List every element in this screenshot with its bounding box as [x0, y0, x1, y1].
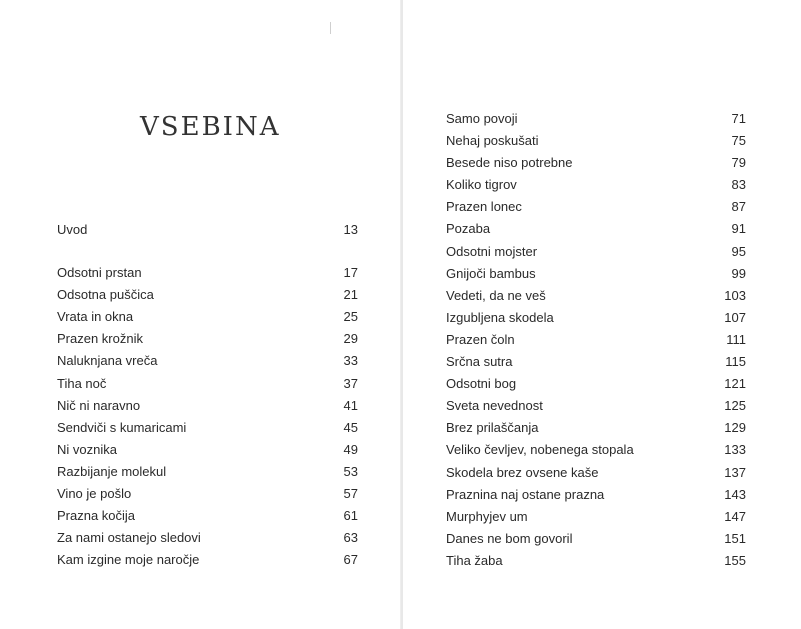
toc-entry [446, 528, 746, 550]
toc-entry-page: 17 [343, 265, 358, 281]
toc-entry [57, 306, 358, 328]
page-title: VSEBINA [140, 112, 281, 142]
toc-entry-page: 29 [343, 331, 358, 347]
toc-entry [446, 395, 746, 417]
toc-entry [446, 351, 746, 373]
toc-entry [57, 505, 358, 527]
toc-entry-page: 63 [343, 530, 358, 546]
toc-entry [446, 462, 746, 484]
toc-entry-title: Odsotni bog [446, 376, 517, 392]
toc-entry-page: 13 [343, 222, 358, 237]
toc-entry [446, 484, 746, 506]
toc-entry-page: 37 [343, 375, 358, 391]
toc-entry [57, 262, 358, 284]
toc-entry-page: 41 [343, 397, 358, 413]
toc-entry-title: Prazen čoln [446, 331, 515, 347]
toc-entry-page: 71 [731, 111, 746, 126]
toc-entry-title: Vedeti, da ne veš [446, 287, 546, 303]
toc-entry [446, 218, 746, 240]
toc-entry-page: 133 [724, 442, 746, 458]
toc-entry-page: 107 [724, 309, 746, 325]
toc-entry [446, 130, 746, 152]
toc-entry-title: Sveta nevednost [446, 398, 543, 414]
toc-entry [446, 285, 746, 307]
page-mark [330, 22, 331, 34]
toc-entry [57, 328, 358, 350]
toc-entry-title: Prazen lonec [446, 199, 522, 215]
toc-entry [57, 549, 358, 571]
toc-entry-title: Uvod [57, 222, 88, 237]
toc-entry [57, 373, 358, 395]
toc-entry-title: Odsotni mojster [446, 243, 538, 259]
toc-entry-title: Koliko tigrov [446, 177, 517, 193]
toc-entry-title: Ni voznika [57, 441, 117, 457]
toc-entry-page: 147 [724, 508, 746, 524]
toc-entry-page: 33 [343, 353, 358, 369]
toc-entry-title: Prazen krožnik [57, 331, 143, 347]
toc-entry-page: 57 [343, 486, 358, 502]
toc-entry-page: 83 [731, 177, 746, 193]
toc-entry-title: Za nami ostanejo sledovi [57, 530, 201, 546]
toc-entry [57, 284, 358, 306]
toc-entry-page: 75 [731, 133, 746, 149]
toc-entry [446, 550, 746, 572]
toc-entry [446, 417, 746, 439]
toc-entry-page: 25 [343, 309, 358, 325]
toc-entry-title: Gnijoči bambus [446, 265, 536, 281]
toc-entry-page: 125 [724, 398, 746, 414]
toc-list-left [57, 219, 358, 571]
toc-entry-title: Nič ni naravno [57, 397, 141, 413]
toc-entry [57, 350, 358, 372]
toc-entry-title: Pozaba [446, 221, 491, 237]
toc-entry-page: 53 [343, 463, 358, 479]
toc-entry [446, 174, 746, 196]
toc-entry-title: Skodela brez ovsene kaše [446, 464, 599, 480]
toc-entry-title: Besede niso potrebne [446, 155, 573, 171]
toc-entry-title: Odsotni prstan [57, 265, 142, 281]
toc-list-right [446, 108, 746, 572]
toc-entry-page: 67 [343, 552, 358, 568]
toc-entry-page: 121 [724, 376, 746, 392]
toc-entry-page: 49 [343, 441, 358, 457]
toc-entry-title: Murphyjev um [446, 508, 528, 524]
toc-entry [57, 219, 358, 241]
toc-entry-page: 87 [731, 199, 746, 215]
toc-entry-title: Brez prilaščanja [446, 420, 539, 436]
toc-entry-title: Vino je pošlo [57, 486, 132, 502]
toc-entry-title: Srčna sutra [446, 354, 513, 370]
toc-entry [57, 395, 358, 417]
toc-entry [446, 329, 746, 351]
toc-entry-page: 155 [724, 552, 746, 568]
toc-entry-title: Samo povoji [446, 111, 518, 126]
toc-entry-title: Danes ne bom govoril [446, 530, 573, 546]
toc-entry [57, 439, 358, 461]
toc-entry-page: 95 [731, 243, 746, 259]
toc-entry [446, 241, 746, 263]
toc-entry [446, 263, 746, 285]
toc-entry-page: 115 [725, 354, 746, 370]
toc-entry-title: Izgubljena skodela [446, 309, 554, 325]
toc-entry-title: Prazna kočija [57, 508, 136, 524]
toc-entry-page: 91 [731, 221, 746, 237]
toc-entry [57, 483, 358, 505]
toc-entry-page: 151 [724, 530, 746, 546]
toc-entry-title: Nehaj poskušati [446, 133, 539, 149]
toc-entry-title: Vrata in okna [57, 309, 134, 325]
toc-entry [57, 461, 358, 483]
toc-entry-page: 61 [343, 508, 358, 524]
toc-entry [446, 108, 746, 130]
toc-entry [57, 417, 358, 439]
toc-entry [446, 307, 746, 329]
toc-entry [446, 196, 746, 218]
toc-entry-page: 45 [343, 419, 358, 435]
toc-entry [446, 439, 746, 461]
toc-entry-page: 143 [724, 486, 746, 502]
toc-entry-title: Tiha žaba [446, 552, 503, 568]
toc-entry [57, 527, 358, 549]
toc-entry-title: Naluknjana vreča [57, 353, 158, 369]
toc-entry [446, 373, 746, 395]
toc-entry [446, 152, 746, 174]
toc-entry-page: 103 [724, 287, 746, 303]
toc-entry-page: 21 [343, 287, 358, 303]
toc-entry-title: Praznina naj ostane prazna [446, 486, 605, 502]
toc-entry-title: Sendviči s kumaricami [57, 419, 187, 435]
toc-entry-page: 129 [724, 420, 746, 436]
toc-entry [446, 506, 746, 528]
toc-entry-title: Tiha noč [57, 375, 107, 391]
toc-entry-page: 111 [726, 331, 746, 347]
toc-entry-page: 137 [724, 464, 746, 480]
toc-entry-page: 99 [731, 265, 746, 281]
toc-entry-title: Kam izgine moje naročje [57, 552, 200, 568]
toc-entry-title: Odsotna puščica [57, 287, 154, 303]
toc-entry-title: Veliko čevljev, nobenega stopala [446, 442, 634, 458]
toc-entry-title: Razbijanje molekul [57, 463, 167, 479]
toc-entry-page: 79 [731, 155, 746, 171]
